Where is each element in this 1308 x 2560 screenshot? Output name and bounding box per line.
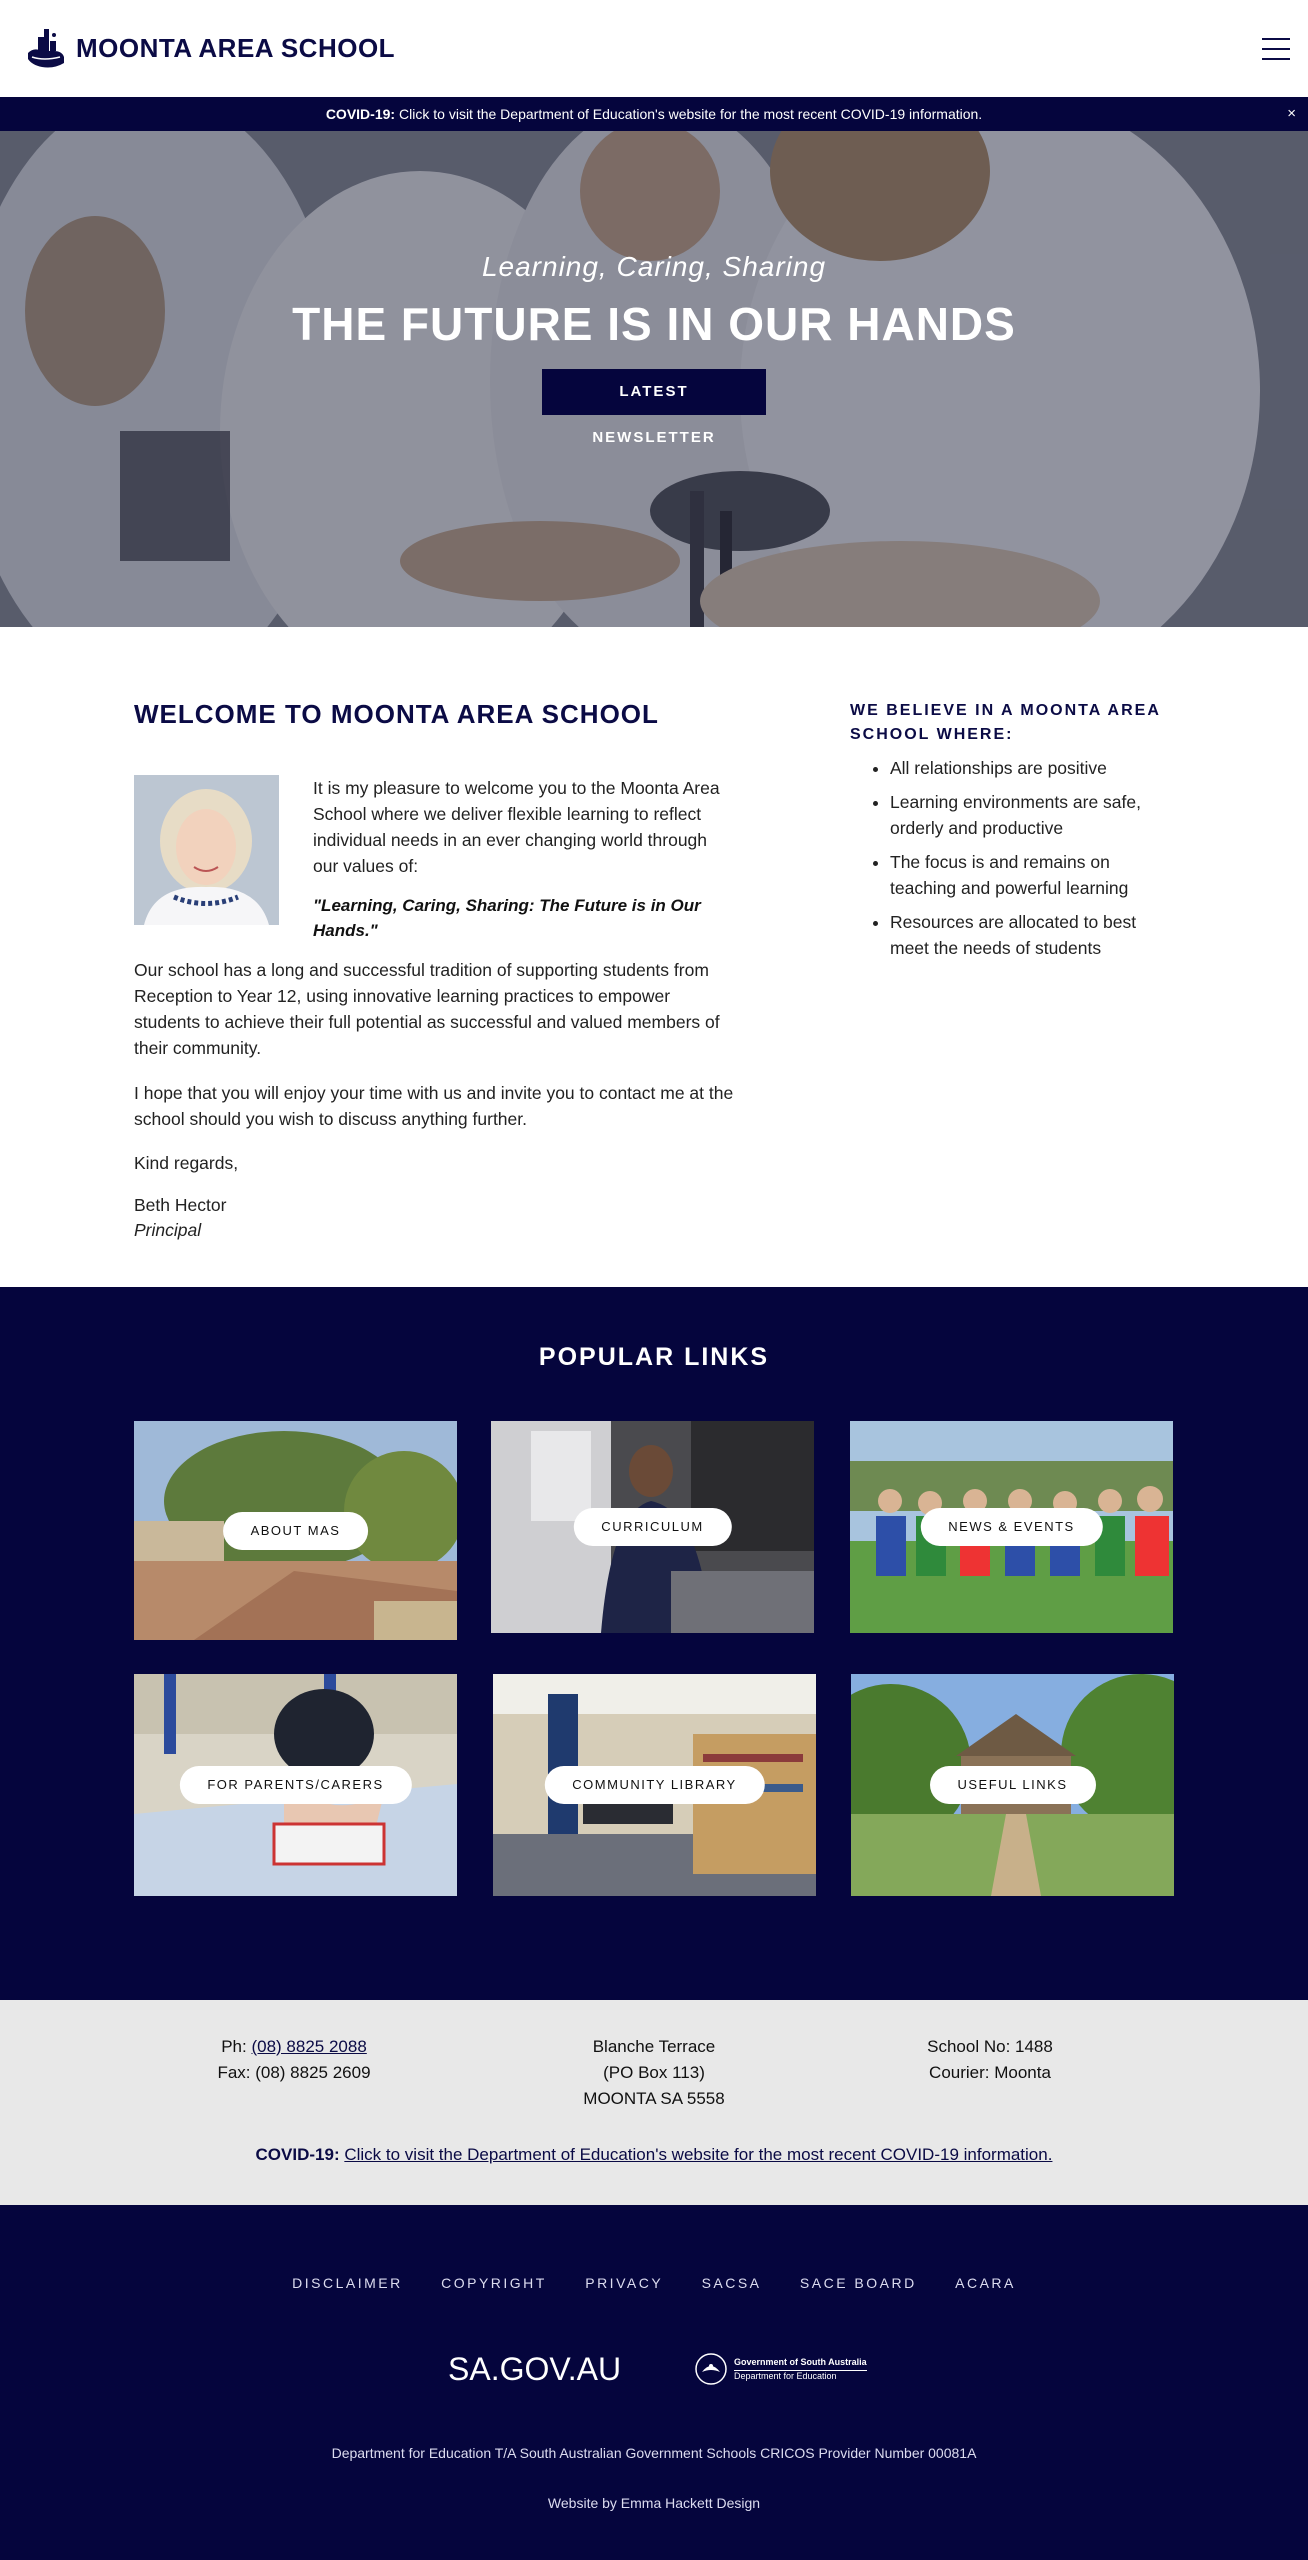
hero-title: THE FUTURE IS IN OUR HANDS	[292, 298, 1016, 350]
useful-links-button[interactable]: USEFUL LINKS	[930, 1766, 1096, 1804]
gov-line-1: Government of South Australia	[734, 2357, 867, 2371]
fax-number: Fax: (08) 8825 2609	[217, 2063, 371, 2082]
school-crest-icon	[24, 27, 68, 71]
phone-label: Ph:	[221, 2037, 247, 2056]
covid-label: COVID-19:	[325, 106, 396, 122]
courier: Courier: Moonta	[929, 2063, 1051, 2082]
address-line-3: MOONTA SA 5558	[583, 2089, 725, 2108]
list-item: • Learning environments are safe, orderly and productive	[890, 789, 1170, 841]
parents-carers-button[interactable]: FOR PARENTS/CARERS	[179, 1766, 411, 1804]
tile-parents-carers[interactable]	[134, 1674, 457, 1896]
home-logo-link[interactable]	[24, 27, 395, 71]
footer-link-copyright[interactable]: COPYRIGHT	[441, 2275, 547, 2291]
school-motto-quote: "Learning, Caring, Sharing: The Future is in Our Hands."	[313, 896, 701, 940]
welcome-paragraph-2: I hope that you will enjoy your time with us and invite you to contact me at the school should you wish to discuss anything further.	[134, 1083, 734, 1129]
contact-section	[0, 2000, 1308, 2205]
welcome-paragraph-1: Our school has a long and successful tradition of supporting students from Reception to Year 12, using innovative learning practices to empower students to achieve their full potential as successful and valued members of their community.	[134, 960, 720, 1058]
tile-useful-links[interactable]	[851, 1674, 1174, 1896]
address-line-2: (PO Box 113)	[603, 2063, 705, 2082]
cricos-notice: Department for Education T/A South Australian Government Schools CRICOS Provider Number 00081A	[331, 2445, 977, 2461]
tile-curriculum[interactable]	[491, 1421, 814, 1633]
tile-community-library[interactable]	[493, 1674, 816, 1896]
news-events-button[interactable]: NEWS & EVENTS	[920, 1508, 1102, 1546]
school-number: School No: 1488	[927, 2037, 1053, 2056]
welcome-section	[0, 627, 1308, 1287]
popular-links-section	[0, 1287, 1308, 2000]
phone-link[interactable]: (08) 8825 2088	[251, 2037, 367, 2056]
close-icon[interactable]: ×	[1287, 105, 1296, 122]
community-library-button[interactable]: COMMUNITY LIBRARY	[544, 1766, 764, 1804]
website-credit-link[interactable]: Website by Emma Hackett Design	[547, 2495, 761, 2511]
hero-content	[0, 251, 1308, 447]
footer-covid-label: COVID-19:	[255, 2145, 340, 2164]
footer-covid-text[interactable]: Click to visit the Department of Education's website for the most recent COVID-19 information.	[344, 2145, 1053, 2164]
covid-link-text[interactable]: Click to visit the Department of Education's website for the most recent COVID-19 information.	[399, 106, 983, 122]
list-item: • Resources are allocated to best meet the needs of students	[890, 909, 1170, 961]
list-item: • All relationships are positive	[890, 755, 1170, 781]
school-info-column	[840, 2034, 1140, 2086]
footer-link-acara[interactable]: ACARA	[955, 2275, 1016, 2291]
phone-column	[144, 2034, 444, 2086]
kind-regards: Kind regards,	[134, 1153, 239, 1173]
sa-gov-link[interactable]: SA.GOV.AU	[448, 2351, 622, 2387]
curriculum-button[interactable]: CURRICULUM	[573, 1508, 731, 1546]
popular-links-title: POPULAR LINKS	[538, 1343, 770, 1371]
hero-tagline: Learning, Caring, Sharing	[481, 251, 827, 282]
list-item: • The focus is and remains on teaching and powerful learning	[890, 849, 1170, 901]
tile-news-events[interactable]	[850, 1421, 1173, 1633]
footer-link-sace-board[interactable]: SACE BOARD	[799, 2275, 917, 2291]
footer-nav	[0, 2275, 1308, 2291]
site-footer	[0, 2205, 1308, 2560]
hero-banner	[0, 131, 1308, 627]
piping-shrike-icon	[694, 2352, 728, 2386]
footer-link-disclaimer[interactable]: DISCLAIMER	[292, 2275, 403, 2291]
welcome-title: WELCOME TO MOONTA AREA SCHOOL	[134, 699, 659, 729]
principal-portrait	[134, 775, 279, 925]
site-header	[0, 0, 1308, 97]
hamburger-menu-icon[interactable]	[1262, 38, 1290, 60]
address-column	[504, 2034, 804, 2112]
footer-link-sacsa[interactable]: SACSA	[701, 2275, 762, 2291]
believe-list	[850, 755, 1170, 969]
latest-newsletter-button[interactable]: LATEST NEWSLETTER	[542, 369, 766, 415]
about-mas-button[interactable]: ABOUT MAS	[223, 1512, 369, 1550]
address-line-1: Blanche Terrace	[592, 2037, 716, 2056]
footer-covid-link[interactable]	[0, 2142, 1308, 2168]
tile-about-mas[interactable]	[134, 1421, 457, 1640]
principal-role: Principal	[134, 1220, 202, 1240]
school-name: MOONTA AREA SCHOOL	[76, 33, 396, 63]
believe-title: WE BELIEVE IN A MOONTA AREA SCHOOL WHERE:	[850, 702, 1161, 743]
welcome-intro: It is my pleasure to welcome you to the Moonta Area School where we deliver flexible learning to reflect individual needs in an ever changing world through our values of:	[313, 778, 720, 876]
covid-announcement-bar[interactable]	[0, 97, 1308, 131]
gov-line-2: Department for Education	[734, 2370, 837, 2381]
footer-link-privacy[interactable]: PRIVACY	[585, 2275, 664, 2291]
government-sa-logo[interactable]	[694, 2352, 867, 2386]
principal-name: Beth Hector	[134, 1195, 227, 1215]
